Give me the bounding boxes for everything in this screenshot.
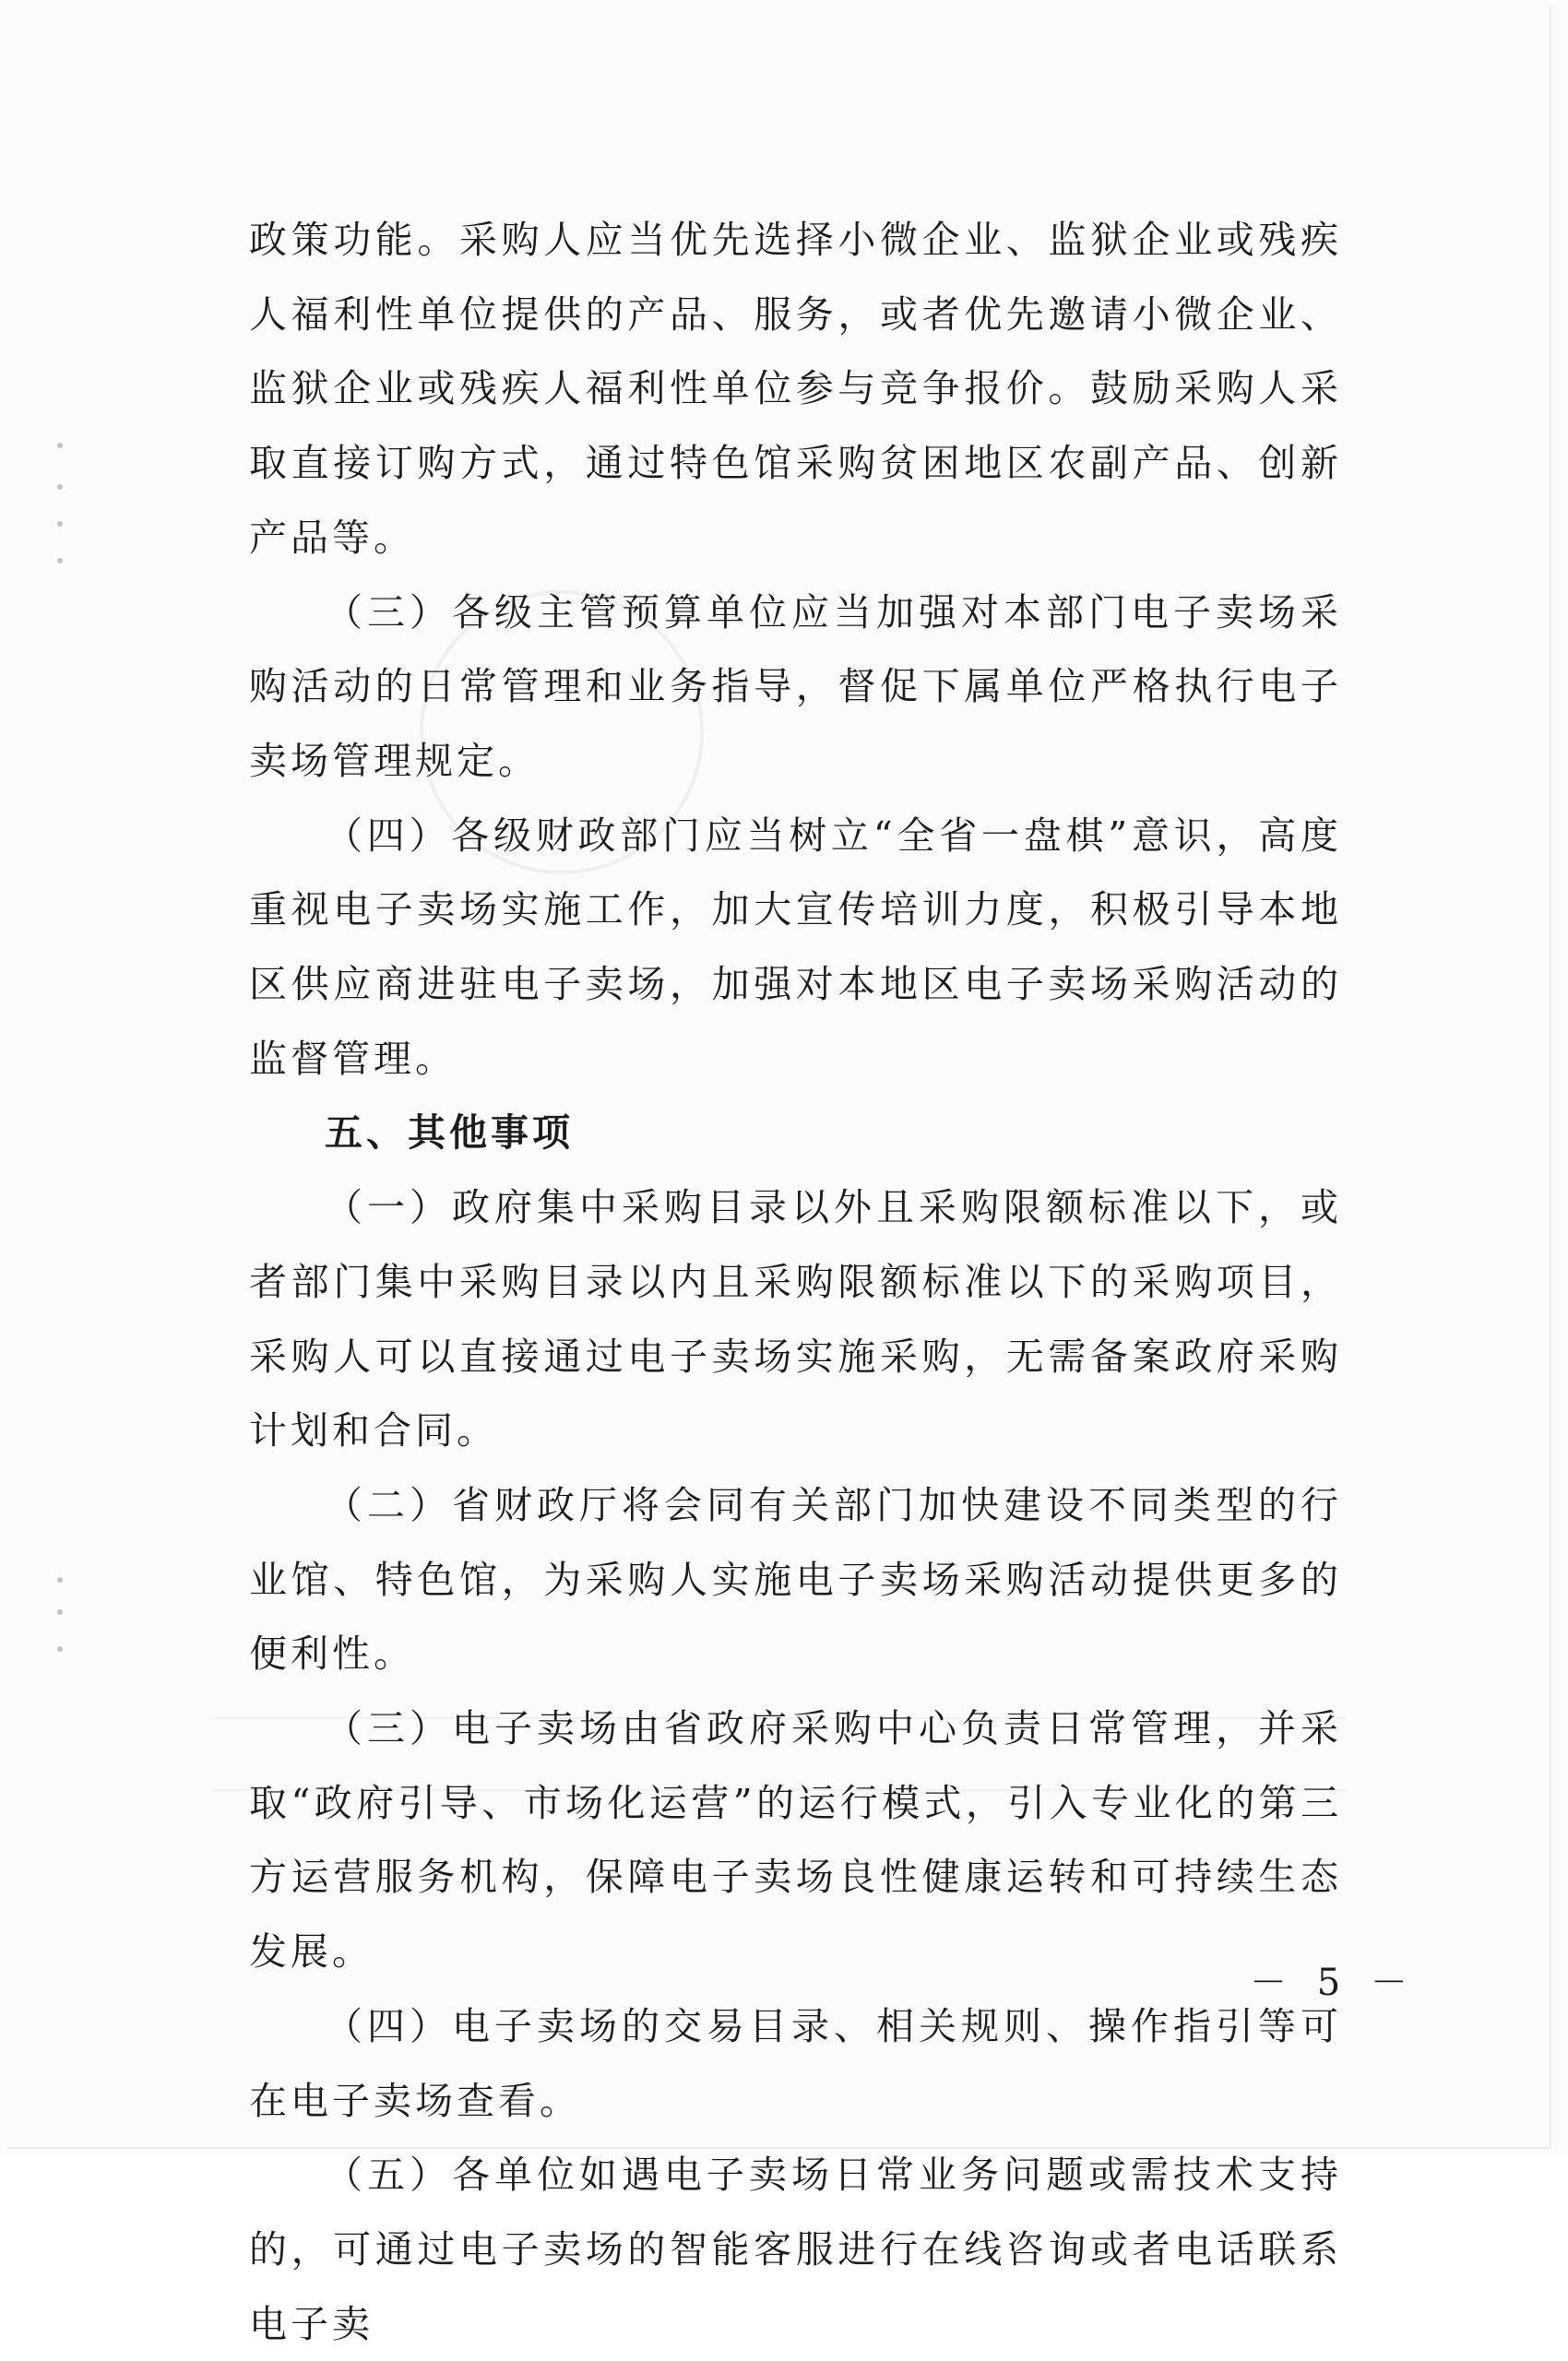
paragraph-item-4-finance-departments: （四）各级财政部门应当树立“全省一盘棋”意识，高度重视电子卖场实施工作，加大宣传培训力度，积极引导本地区供应商进驻电子卖场，加强对本地区电子卖场采购活动的监督管理。 <box>249 813 1342 1081</box>
document-body <box>249 203 1342 2361</box>
page-number: － 5 － <box>1250 1962 1417 2004</box>
paragraph-other-item-4: （四）电子卖场的交易目录、相关规则、操作指引等可在电子卖场查看。 <box>249 2003 1342 2123</box>
binding-hole-mark <box>57 443 63 448</box>
binding-hole-mark <box>57 1577 63 1583</box>
section-heading-other-matters: 五、其他事项 <box>325 1110 574 1156</box>
binding-hole-mark <box>57 1609 63 1615</box>
paragraph-other-item-5: （五）各单位如遇电子卖场日常业务问题或需技术支持的，可通过电子卖场的智能客服进行在线咨询或者电话联系电子卖 <box>249 2153 1342 2346</box>
paragraph-other-item-1: （一）政府集中采购目录以外且采购限额标准以下，或者部门集中采购目录以内且采购限额标准以下的采购项目，采购人可以直接通过电子卖场实施采购，无需备案政府采购计划和合同。 <box>249 1185 1342 1453</box>
binding-hole-mark <box>57 558 63 564</box>
binding-hole-mark <box>57 484 63 490</box>
paragraph-other-item-3: （三）电子卖场由省政府采购中心负责日常管理，并采取“政府引导、市场化运营”的运行模式，引入专业化的第三方运营服务机构，保障电子卖场良性健康运转和可持续生态发展。 <box>249 1706 1342 1975</box>
paragraph-item-3-budget-units: （三）各级主管预算单位应当加强对本部门电子卖场采购活动的日常管理和业务指导，督促下属单位严格执行电子卖场管理规定。 <box>249 589 1342 783</box>
binding-hole-mark <box>57 521 63 527</box>
paragraph-other-item-2: （二）省财政厅将会同有关部门加快建设不同类型的行业馆、特色馆，为采购人实施电子卖场采购活动提供更多的便利性。 <box>249 1482 1342 1677</box>
paragraph-continuation: 政策功能。采购人应当优先选择小微企业、监狱企业或残疾人福利性单位提供的产品、服务，或者优先邀请小微企业、监狱企业或残疾人福利性单位参与竞争报价。鼓励采购人采取直接订购方式，通过特色馆采购贫困地区农副产品、创新产品等。 <box>249 218 1342 560</box>
binding-hole-mark <box>57 1646 63 1652</box>
